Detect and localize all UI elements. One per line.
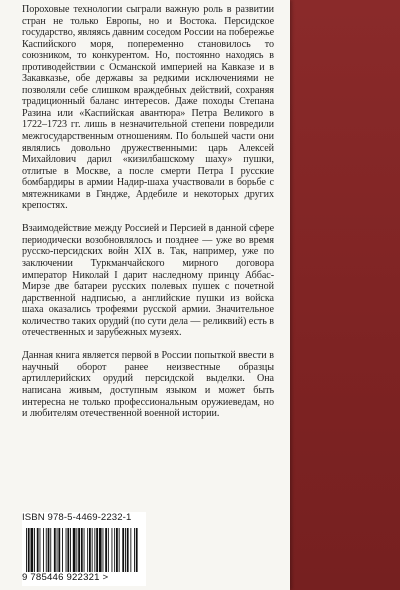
paragraph-2: Взаимодействие между Россией и Персией в данной сфере периодически возобновлялось и позднее — уже во время русско-персидских войн XIX в. Так, например, уже по заключении Туркманчайского мирного договора император Николай I дарит наследному принцу Аббас-Мирзе две батареи русских полевых пушек с почетной дарственной надписью, а английские пушки из войска шаха оказались трофеями русской армии. Значительное количество таких орудий (по сути дела — реликвий) есть в отечественных и зарубежных музеях. — [22, 223, 274, 339]
barcode-block — [22, 512, 146, 586]
paragraph-1: Пороховые технологии сыграли важную роль в развитии стран не только Европы, но и Востока. Персидское государство, являясь давним соседом России на побережье Каспийского моря, попеременно становилось то союзником, то конкурентом. Но, постоянно находясь в противодействии с Османской империей на Кавказе и в Закавказье, обе державы за редкими исключениями не позволяли себе слишком враждебных действий, сохраняя традиционный баланс интересов. Даже походы Степана Разина или «Каспийская авантюра» Петра Великого в 1722–1723 гг. лишь в незначительной степени повредили межгосударственным отношениям. По большей части они являлись довольно дружественными: царь Алексей Михайлович дарил «кизилбашскому шаху» пушки, отлитые в Москве, а после смерти Петра I русские бомбардиры в армии Надир-шаха участвовали в борьбе с мятежниками в Гяндже, Ардебиле и некоторых других крепостях. — [22, 4, 274, 212]
paragraph-3: Данная книга является первой в России попыткой ввести в научный оборот ранее неизвестные образцы артиллерийских орудий персидской выделки. Она написана живым, доступным языком и может быть интересна не только профессиональным оружиеведам, но и любителям отечественной военной истории. — [22, 350, 274, 420]
barcode-icon — [24, 528, 140, 578]
isbn-label: ISBN 978-5-4469-2232-1 — [22, 512, 132, 523]
barcode-digits: 9 785446 922321 > — [22, 572, 109, 583]
